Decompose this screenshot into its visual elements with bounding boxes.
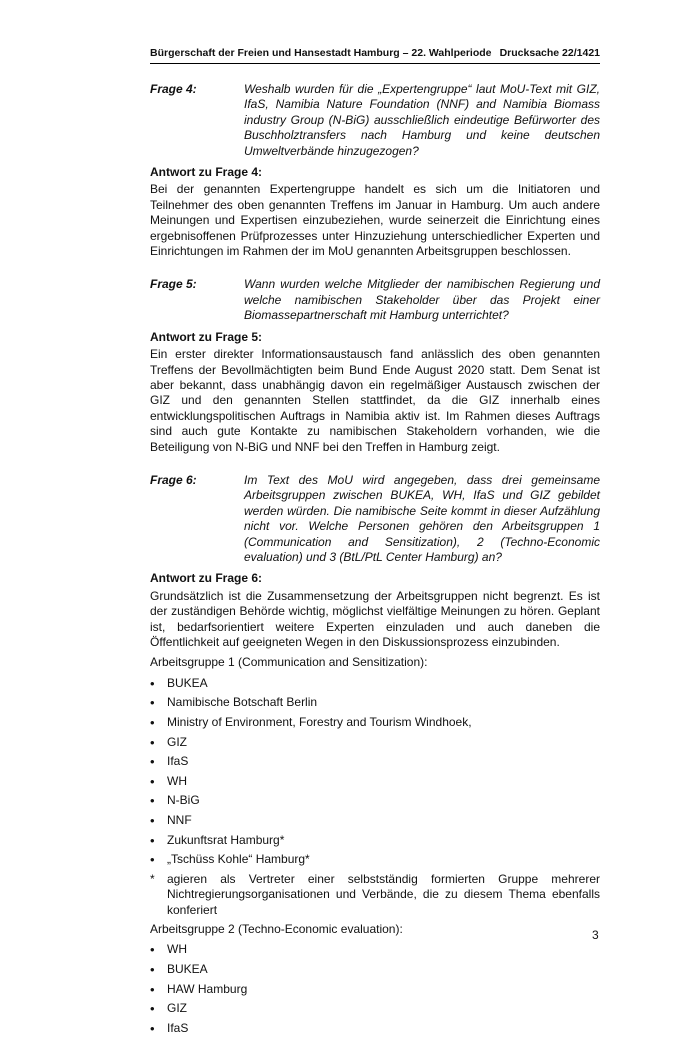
group-1-list: [150, 674, 600, 870]
list-item: • WH: [150, 940, 600, 960]
question-6: [150, 473, 600, 565]
question-label: Frage 4:: [150, 82, 197, 96]
answer-heading: Antwort zu Frage 5:: [150, 329, 263, 344]
list-item: • HAW Hamburg: [150, 980, 600, 1000]
page-header: [150, 47, 600, 64]
list-item: • „Tschüss Kohle“ Hamburg*: [150, 850, 600, 870]
question-text: Weshalb wurden für die „Expertengruppe“ laut MoU-Text mit GIZ, IfaS, Namibia Nature Foundation (NNF) and Namibia Biomass industry Group (N-BiG) ausschließlich eindeutige Befürworter des Buschholztransfers nach Hamburg und keine deutschen Umweltverbände hinzugezogen?: [244, 82, 600, 158]
question-text: Im Text des MoU wird angegeben, dass drei gemeinsame Arbeitsgruppen zwischen BUKEA, WH, IfaS und GIZ gebildet werden würden. Die namibische Seite kommt in dieser Aufzählung nicht vor. Welche Personen gehören den Arbeitsgruppen 1 (Communication and Sensitization), 2 (Techno-Economic evaluation) und 3 (BtL/PtL Center Hamburg) an?: [244, 472, 600, 564]
question-4: [150, 82, 600, 159]
group-1-title: Arbeitsgruppe 1 (Communication and Sensitization):: [150, 655, 428, 670]
document-body: [150, 82, 600, 1038]
list-item: • Namibische Botschaft Berlin: [150, 693, 600, 713]
list-item: • IfaS: [150, 1019, 600, 1038]
list-item: • Ministry of Environment, Forestry and Tourism Windhoek,: [150, 713, 600, 733]
question-label: Frage 6:: [150, 472, 197, 487]
list-item: • GIZ: [150, 733, 600, 753]
list-item: • IfaS: [150, 752, 600, 772]
list-item: • BUKEA: [150, 674, 600, 694]
question-5: [150, 277, 600, 323]
answer-heading: Antwort zu Frage 6:: [150, 571, 263, 586]
list-item: • GIZ: [150, 999, 600, 1019]
answer-text: Ein erster direkter Informationsaustausch fand anlässlich des oben genannten Treffens der Bevollmächtigten beim Bund Ende August 2020 statt. Dem Senat ist aber bekannt, dass unabhängig davon ein regelmäßiger Austausch zwischen der GIZ und den genannten Stellen stattfindet, da die GIZ innerhalb eines entwicklungspolitischen Auftrags in Namibia aktiv ist. Im Rahmen dieses Auftrags sind auch gute Kontakte zu namibischen Stakeholdern vorhanden, wie die Beteiligung von N-BiG und NNF bei den Treffen in Hamburg zeigt.: [150, 347, 600, 454]
footnote-mark: *: [150, 871, 155, 886]
footnote: [150, 872, 600, 918]
group-2-list: [150, 940, 600, 1038]
group-2-title: Arbeitsgruppe 2 (Techno-Economic evaluation):: [150, 921, 403, 936]
list-item: • Zukunftsrat Hamburg*: [150, 831, 600, 851]
list-item: • BUKEA: [150, 960, 600, 980]
question-label: Frage 5:: [150, 277, 197, 292]
footnote-text: agieren als Vertreter einer selbstständig formierten Gruppe mehrerer Nichtregierungsorganisationen und Verbände, die zu diesem Thema ebenfalls konferiert: [167, 871, 600, 917]
question-text: Wann wurden welche Mitglieder der namibischen Regierung und welche namibischen Stakeholder über das Projekt einer Biomassepartnerschaft mit Hamburg unterrichtet?: [244, 277, 600, 323]
header-title: Bürgerschaft der Freien und Hansestadt Hamburg – 22. Wahlperiode: [150, 47, 492, 59]
page-number: 3: [592, 928, 599, 942]
answer-heading: Antwort zu Frage 4:: [150, 165, 263, 180]
list-item: • NNF: [150, 811, 600, 831]
document-number: Drucksache 22/1421: [499, 47, 600, 59]
list-item: • N-BiG: [150, 791, 600, 811]
answer-text: Bei der genannten Expertengruppe handelt es sich um die Initiatoren und Teilnehmer des oben genannten Treffens im Januar in Hamburg. Um auch andere Meinungen und Expertisen einzubeziehen, wurde seinerzeit die Einrichtung eines ergebnisoffenen Prüfprozesses unter Hinzuziehung unterschiedlicher Experten und Einrichtungen im Rahmen der im MoU genannten Arbeitsgruppen beschlossen.: [150, 182, 600, 259]
answer-text: Grundsätzlich ist die Zusammensetzung der Arbeitsgruppen nicht begrenzt. Es ist der zuständigen Behörde wichtig, möglichst vielfältige Meinungen zu hören. Geplant ist, bedarfsorientiert weitere Experten einzuladen und auch daneben die Öffentlichkeit auf geeigneten Wegen in den Diskussionsprozess einzubinden.: [150, 588, 600, 649]
list-item: • WH: [150, 772, 600, 792]
